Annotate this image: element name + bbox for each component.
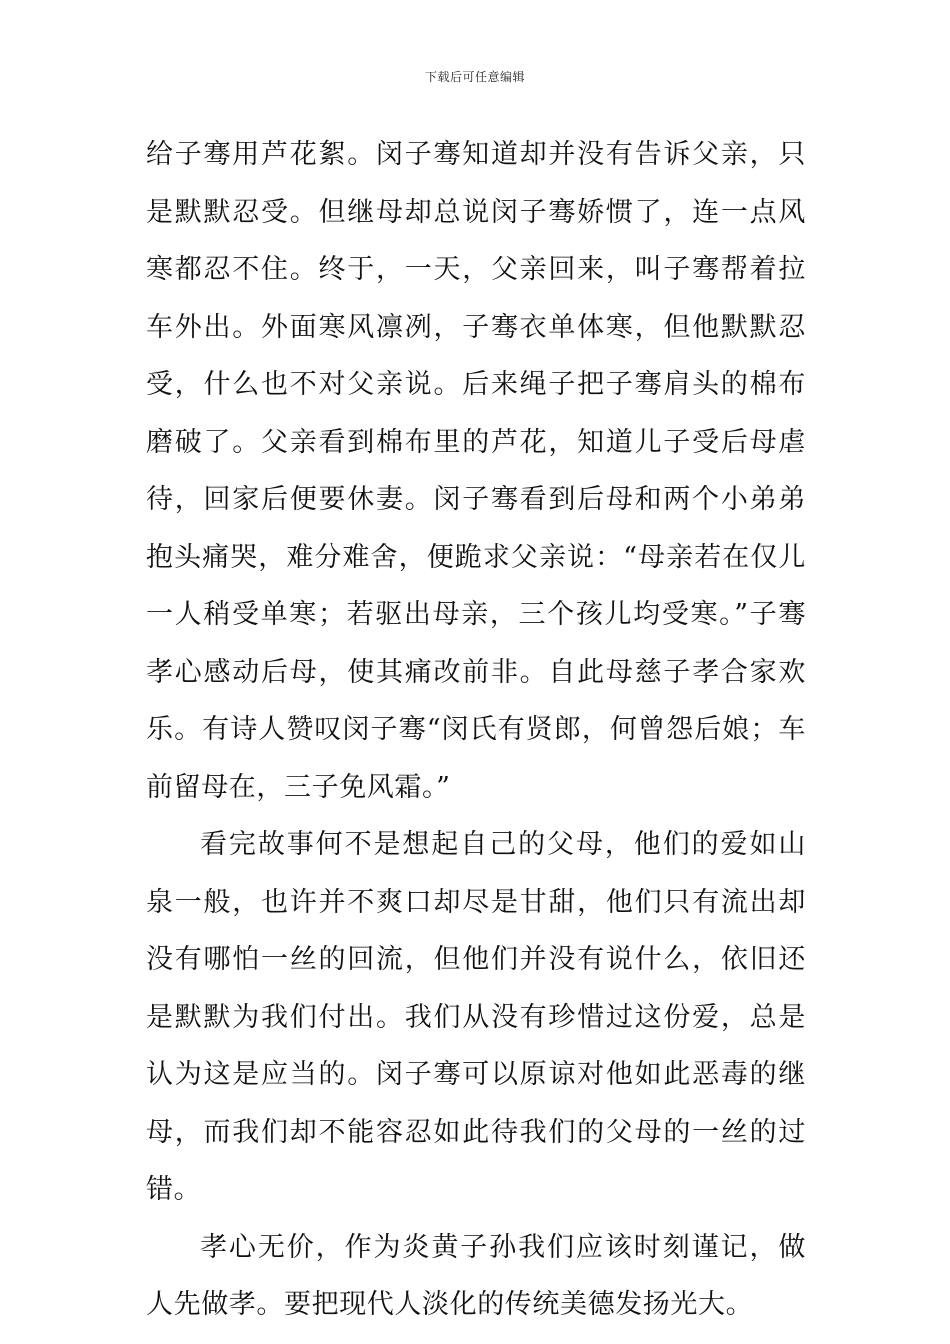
paragraph-story-continuation: 给子骞用芦花絮。闵子骞知道却并没有告诉父亲，只是默默忍受。但继母却总说闵子骞娇惯了，连一点风寒都忍不住。终于，一天，父亲回来，叫子骞帮着拉车外出。外面寒风凛冽，子骞衣单体寒，但他默默忍受，什么也不对父亲说。后来绳子把子骞肩头的棉布磨破了。父亲看到棉布里的芦花，知道儿子受后母虐待，回家后便要休妻。闵子骞看到后母和两个小弟弟抱头痛哭，难分难舍，便跪求父亲说：“母亲若在仅儿一人稍受单寒；若驱出母亲，三个孩儿均受寒。”子骞孝心感动后母，使其痛改前非。自此母慈子孝合家欢乐。有诗人赞叹闵子骞“闵氏有贤郎，何曾怨后娘；车前留母在，三子免风霜。”: [146, 139, 806, 803]
page-header: 下载后可任意编辑: [424, 70, 525, 84]
document-body: [146, 126, 806, 1334]
paragraph-conclusion: 孝心无价，作为炎黄子孙我们应该时刻谨记，做人先做孝。要把现代人淡化的传统美德发扬光大。: [146, 1231, 806, 1320]
paragraph-reflection: 看完故事何不是想起自己的父母，他们的爱如山泉一般，也许并不爽口却尽是甘甜，他们只有流出却没有哪怕一丝的回流，但他们并没有说什么，依旧还是默默为我们付出。我们从没有珍惜过这份爱，总是认为这是应当的。闵子骞可以原谅对他如此恶毒的继母，而我们却不能容忍如此待我们的父母的一丝的过错。: [146, 829, 806, 1205]
